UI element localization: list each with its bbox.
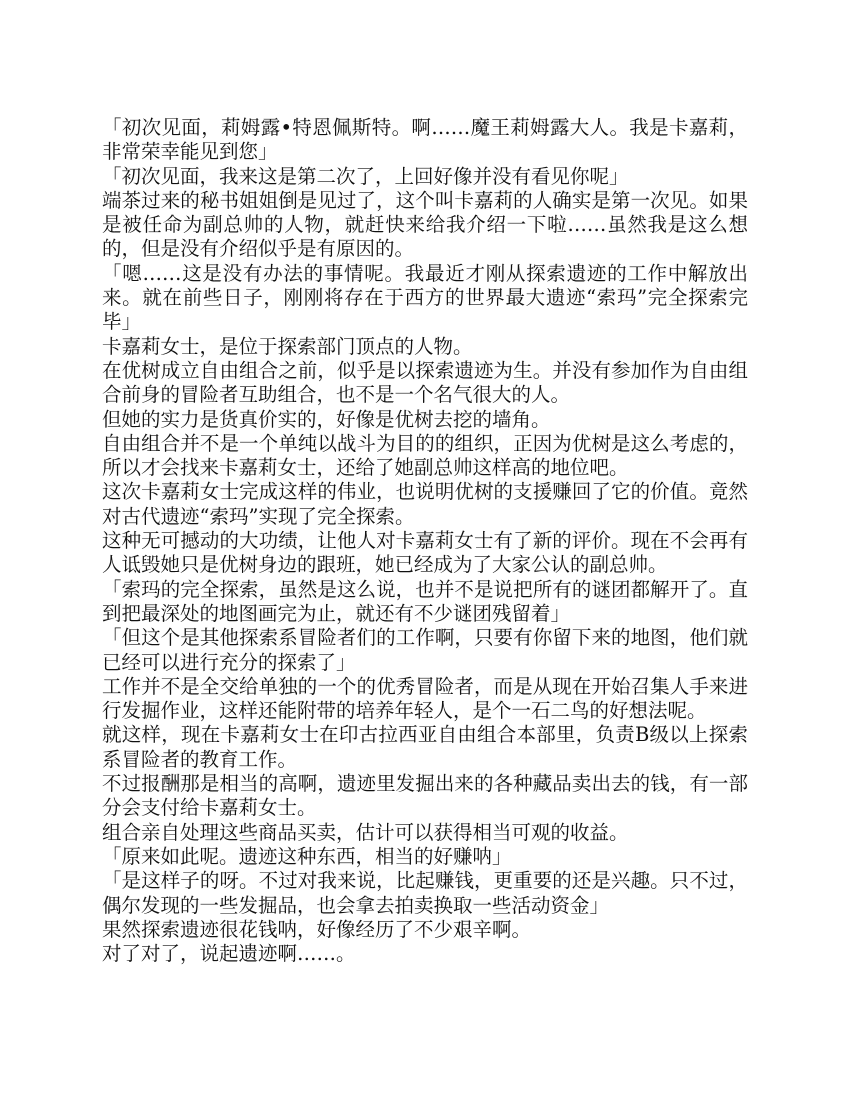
paragraph: 「原来如此呢。遗迹这种东西，相当的好赚呐」 <box>102 844 512 868</box>
paragraph: 不过报酬那是相当的高啊，遗迹里发掘出来的各种藏品卖出去的钱，有一部分会支付给卡嘉莉女士。 <box>102 772 748 820</box>
paragraph: 「初次见面，莉姆露•特恩佩斯特。啊……魔王莉姆露大人。我是卡嘉莉，非常荣幸能见到您」 <box>102 116 748 164</box>
paragraph: 自由组合并不是一个单纯以战斗为目的的组织，正因为优树是这么考虑的，所以才会找来卡嘉莉女士，还给了她副总帅这样高的地位吧。 <box>102 431 748 480</box>
paragraph: 「初次见面，我来这是第二次了，上回好像并没有看见你呢」 <box>102 164 629 188</box>
paragraph: 「但这个是其他探索系冒险者们的工作啊，只要有你留下来的地图，他们就已经可以进行充分的探索了」 <box>102 626 748 674</box>
paragraph: 端茶过来的秘书姐姐倒是见过了，这个叫卡嘉莉的人确实是第一次见。如果是被任命为副总帅的人物，就赶快来给我介绍一下啦……虽然我是这么想的，但是没有介绍似乎是有原因的。 <box>102 188 748 261</box>
document-page <box>102 116 748 966</box>
paragraph: 卡嘉莉女士，是位于探索部门顶点的人物。 <box>102 334 473 358</box>
paragraph: 「嗯……这是没有办法的事情呢。我最近才刚从探索遗迹的工作中解放出来。就在前些日子，刚刚将存在于西方的世界最大遗迹“索玛”完全探索完毕」 <box>102 261 748 334</box>
paragraph: 这次卡嘉莉女士完成这样的伟业，也说明优树的支援赚回了它的价值。竟然对古代遗迹“索玛”实现了完全探索。 <box>102 480 748 528</box>
paragraph: 「是这样子的呀。不过对我来说，比起赚钱，更重要的还是兴趣。只不过，偶尔发现的一些发掘品，也会拿去拍卖换取一些活动资金」 <box>102 869 748 917</box>
paragraph: 对了对了，说起遗迹啊……。 <box>102 942 356 966</box>
paragraph: 工作并不是全交给单独的一个的优秀冒险者，而是从现在开始召集人手来进行发掘作业，这样还能附带的培养年轻人，是个一石二鸟的好想法呢。 <box>102 674 748 723</box>
paragraph: 组合亲自处理这些商品买卖，估计可以获得相当可观的收益。 <box>102 820 629 844</box>
paragraph: 就这样，现在卡嘉莉女士在印古拉西亚自由组合本部里，负责B级以上探索系冒险者的教育工作。 <box>102 723 748 771</box>
paragraph: 果然探索遗迹很花钱呐，好像经历了不少艰辛啊。 <box>102 917 532 941</box>
paragraph: 这种无可撼动的大功绩，让他人对卡嘉莉女士有了新的评价。现在不会再有人诋毁她只是优树身边的跟班，她已经成为了大家公认的副总帅。 <box>102 529 748 577</box>
paragraph: 但她的实力是货真价实的，好像是优树去挖的墙角。 <box>102 407 551 431</box>
paragraph: 在优树成立自由组合之前，似乎是以探索遗迹为生。并没有参加作为自由组合前身的冒险者互助组合，也不是一个名气很大的人。 <box>102 358 748 407</box>
paragraph: 「索玛的完全探索，虽然是这么说，也并不是说把所有的谜团都解开了。直到把最深处的地图画完为止，就还有不少谜团残留着」 <box>102 577 748 625</box>
